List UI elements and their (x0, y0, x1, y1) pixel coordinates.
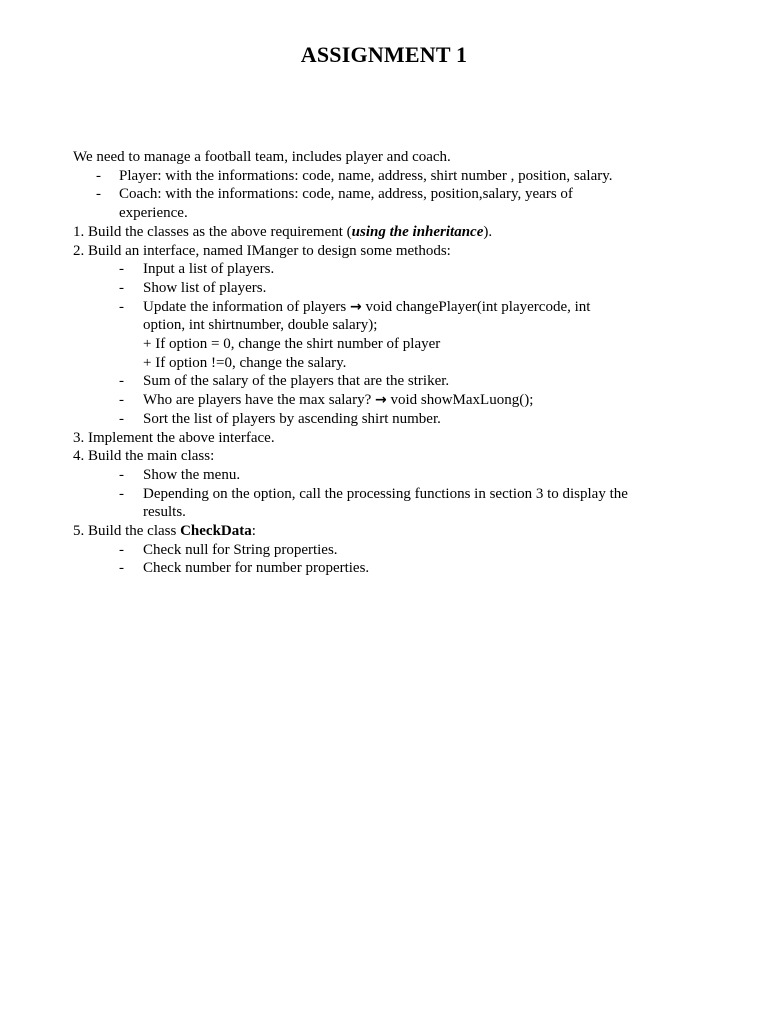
bullet-dash: - (119, 261, 124, 278)
section-3-heading: 3. Implement the above interface. (73, 429, 275, 446)
right-arrow-icon: → (350, 298, 362, 315)
section-2-heading: 2. Build an interface, named IManger to design some methods: (73, 242, 451, 259)
intro-item-coach-continuation: experience. (119, 205, 188, 222)
bullet-dash: - (96, 167, 101, 184)
list-item-text: Sum of the salary of the players that are the striker. (143, 373, 450, 390)
section-4-item-menu (73, 466, 713, 485)
section-2-item-max-salary (73, 391, 713, 410)
list-item-text: void showMaxLuong(); (390, 392, 534, 409)
section-4-item-option (73, 485, 713, 504)
intro-item-text: Player: with the informations: code, name, address, shirt number , position, salary. (119, 167, 613, 184)
section-5-item-number (73, 559, 713, 578)
section-5-item-null (73, 541, 713, 560)
section-2-item-update-option-0: + If option = 0, change the shirt number of player (143, 336, 441, 353)
bullet-dash: - (119, 485, 124, 502)
intro-item-coach (73, 185, 713, 204)
section-4-item-option-continuation: results. (143, 504, 186, 521)
bullet-dash: - (119, 410, 124, 427)
section-1-text-end: ). (483, 223, 493, 240)
list-item-text: Show the menu. (143, 466, 241, 483)
bullet-dash: - (119, 466, 124, 483)
section-5-class-name: CheckData (180, 523, 252, 540)
section-5-heading (73, 522, 713, 541)
bullet-dash: - (119, 279, 124, 296)
section-2-item-update-option-other: + If option !=0, change the salary. (143, 354, 347, 371)
bullet-dash: - (119, 298, 124, 315)
section-2-item-input (73, 260, 713, 279)
list-item-text: Check null for String properties. (143, 541, 338, 558)
section-2-item-update-continuation: option, int shirtnumber, double salary); (143, 317, 378, 334)
section-1-text: 1. Build the classes as the above requirement ( (73, 223, 352, 240)
list-item-text: void changePlayer(int playercode, int (365, 298, 591, 315)
section-5-text: 5. Build the class (73, 523, 181, 540)
bullet-dash: - (119, 541, 124, 558)
bullet-dash: - (119, 373, 124, 390)
section-1-emphasis: using the inheritance (351, 223, 484, 240)
list-item-text: Who are players have the max salary? (143, 392, 372, 409)
list-item-text: Input a list of players. (143, 261, 275, 278)
section-4-heading: 4. Build the main class: (73, 448, 215, 465)
bullet-dash: - (119, 392, 124, 409)
bullet-dash: - (96, 186, 101, 203)
list-item-text: Show list of players. (143, 279, 267, 296)
section-2-item-sum (73, 372, 713, 391)
document-title: ASSIGNMENT 1 (300, 42, 468, 67)
section-2-item-show (73, 279, 713, 298)
intro-line: We need to manage a football team, includes player and coach. (73, 149, 451, 165)
section-1 (73, 223, 713, 242)
list-item-text: Update the information of players (143, 298, 347, 315)
bullet-dash: - (119, 560, 124, 577)
section-2-item-update (73, 298, 713, 317)
right-arrow-icon: → (374, 392, 387, 409)
section-2-item-sort (73, 410, 713, 429)
document-body (73, 148, 713, 578)
list-item-text: Depending on the option, call the processing functions in section 3 to display the (143, 485, 628, 502)
list-item-text: Sort the list of players by ascending shirt number. (143, 410, 441, 427)
list-item-text: Check number for number properties. (143, 560, 370, 577)
section-5-text-end: : (251, 523, 256, 540)
intro-item-player (73, 167, 713, 186)
intro-item-text: Coach: with the informations: code, name, address, position,salary, years of (119, 186, 573, 203)
